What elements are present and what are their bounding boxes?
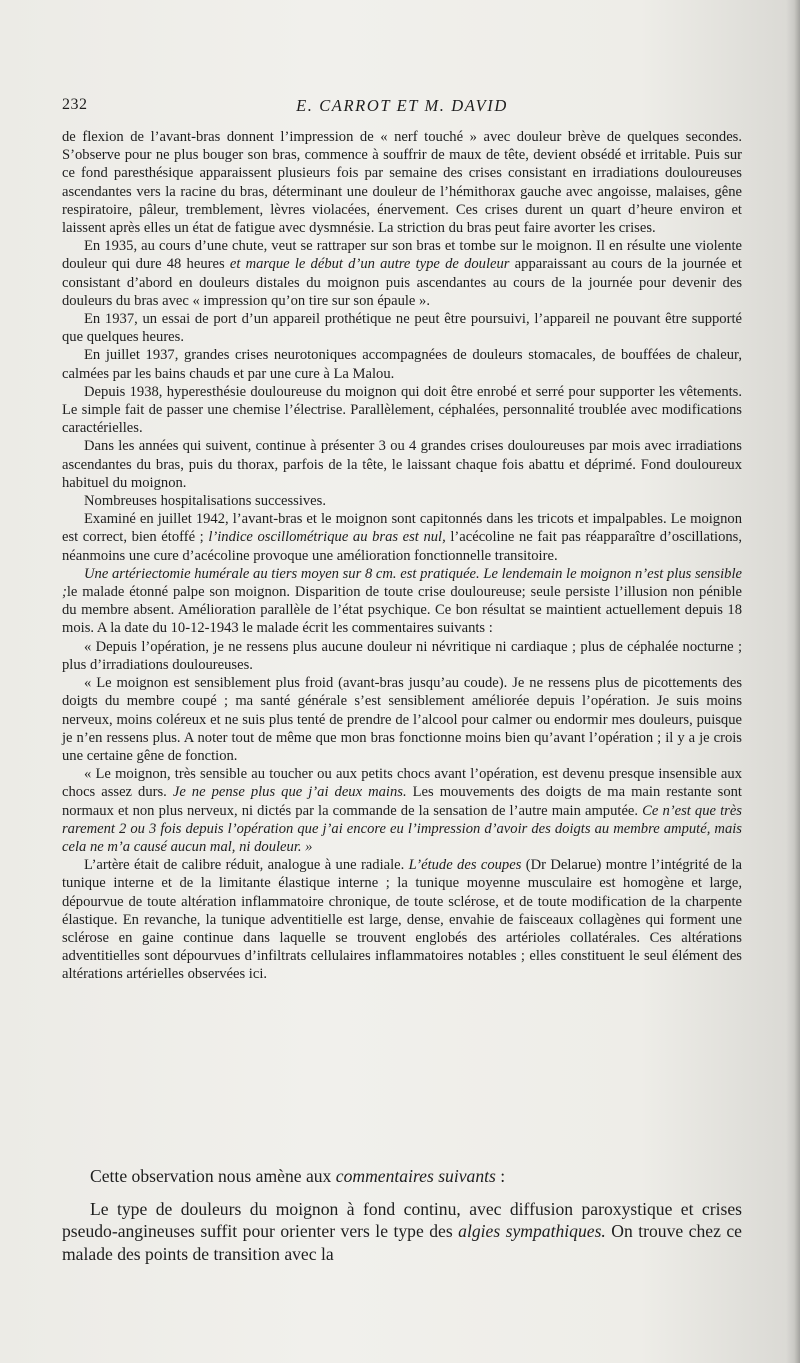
paragraph-1937-juillet: En juillet 1937, grandes crises neurotoniques accompagnées de douleurs stomacales, de bouffées de chaleur, calmées par les bains chauds et par une cure à La Malou. xyxy=(62,347,742,382)
quote-depuis: « Depuis l’opération, je ne ressens plus aucune douleur ni névritique ni cardiaque ; plus de céphalée nocturne ; plus d’irradiations douloureuses. xyxy=(62,638,742,673)
quote-mouvements-text: Les mouvements des doigts de ma main restante sont normaux et non plus nerveux, ni dictés par la commande de la sensation de l’autre main amputée. xyxy=(62,784,742,819)
examen-text-end: l’acécoline ne fait pas réapparaître d’oscillations, néanmoins une cure d’acécoline provoque une amélioration fonctionnelle transitoire. xyxy=(62,529,742,564)
paragraph-1935-text: En 1935, au cours d’une chute, veut se rattraper sur son bras et tombe sur le moignon. Il en résulte une violente douleur qui dure 48 heures xyxy=(62,238,742,273)
page-header xyxy=(62,96,742,118)
page-number: 232 xyxy=(62,96,88,113)
quote-moignon-froid: « Le moignon est sensiblement plus froid (avant-bras jusqu’au coude). Je ne ressens plus de picottements des doigts du membre coupé ; ma santé générale s’est sensiblement améliorée depuis l’opération. Je suis moins nerveux, moins coléreux et ne suis plus tenté de prendre de l’alcool pour calmer ou endormir mes douleurs, puisque je n’en ressens plus. A noter tout de même que mon bras fonctionne moins bien qu’avant l’opération ; il y a je crois une certaine gêne de fonction. xyxy=(62,675,742,764)
quote-deux-mains-italic: Je ne pense plus que j’ai deux mains. xyxy=(172,784,407,801)
etude-coupes-italic: L’étude des coupes xyxy=(408,857,522,874)
conclusion-intro xyxy=(62,1165,742,1188)
paragraph-annees: Dans les années qui suivent, continue à présenter 3 ou 4 grandes crises douloureuses par mois avec irradiations ascendantes du bras, puis du thorax, parfois de la tête, le laissant chaque fois abattu et déprimé. Fond douloureux habituel du moignon. xyxy=(62,438,742,491)
arteriectomie-italic: Une artériectomie humérale au tiers moyen sur 8 cm. est pratiquée. Le lendemain le moignon n’est plus sensible ; xyxy=(62,565,742,601)
paragraph-crises: de flexion de l’avant-bras donnent l’impression de « nerf touché » avec douleur brève de quelques secondes. S’observe pour ne plus bouger son bras, commence à souffrir de maux de tête, devient obsédé et irritable. Puis sur ce fond paresthésique apparaissent plusieurs fois par semaine des crises consistant en irradiations douloureuses ascendantes vers la racine du bras, déterminant une douleur de l’hémithorax gauche avec angoisse, malaises, gêne respiratoire, pâleur, tremblement, lèvres violacées, énervement. Ces crises durent un quart d’heure environ et laissent après elles un état de fatigue avec dysmnésie. La striction du bras peut faire avorter les crises. xyxy=(62,129,742,237)
examen-italic: l’indice oscillométrique au bras est nul, xyxy=(208,529,446,546)
body-text xyxy=(62,128,742,984)
paragraph-1935 xyxy=(62,237,742,310)
page-edge-shadow xyxy=(786,0,800,1363)
quote-sensible-text: « Le moignon, très sensible au toucher ou aux petits chocs avant l’opération, est devenu presque insensible aux chocs assez durs. xyxy=(62,766,742,801)
quote-moignon-sensible xyxy=(62,765,742,856)
paragraph-1938: Depuis 1938, hyperesthésie douloureuse du moignon qui doit être enrobé et serré pour supporter les vêtements. Le simple fait de passer une chemise l’électrise. Parallèlement, céphalées, personnalité troublée avec modifications caractérielles. xyxy=(62,383,742,437)
paragraph-arteriectomie xyxy=(62,565,742,638)
paragraph-examen-1942 xyxy=(62,510,742,565)
conclusion-intro-italic: commentaires suivants xyxy=(335,1166,496,1186)
conclusion-section xyxy=(62,1165,742,1271)
paragraph-1935-italic: et marque le début d’un autre type de douleur xyxy=(229,256,510,273)
conclusion-intro-colon: : xyxy=(500,1166,506,1186)
conclusion-intro-text: Cette observation nous amène aux xyxy=(90,1166,332,1186)
quote-rarement-italic: Ce n’est que très rarement 2 ou 3 fois depuis l’opération que j’ai encore eu l’impression d’avoir des doigts au membre amputé, mais cela ne m’a causé aucun mal, ni douleur. » xyxy=(62,802,742,855)
artere-text: L’artère était de calibre réduit, analogue à une radiale. xyxy=(84,857,405,874)
paragraph-1935-text-end: apparaissant au cours de la journée et consistant d’abord en douleurs distales du moignon puis ascendantes au cours de la journée pour devenir des douleurs du bras avec « impression qu’on tire sur son épaule ». xyxy=(62,256,742,309)
examen-text: Examiné en juillet 1942, l’avant-bras et le moignon sont capitonnés dans les tricots et impalpables. Le moignon est correct, bien étoffé ; xyxy=(62,511,742,546)
paragraph-artere xyxy=(62,856,742,983)
paragraph-1937-prothese: En 1937, un essai de port d’un appareil prothétique ne peut être poursuivi, l’appareil ne pouvant être supporté que quelques heures. xyxy=(62,311,742,346)
paragraph-hospitalisations: Nombreuses hospitalisations successives. xyxy=(84,493,326,510)
conclusion-text-end: On trouve chez ce malade des points de transition avec la xyxy=(62,1221,742,1264)
conclusion-paragraph xyxy=(62,1198,742,1266)
running-title: E. CARROT ET M. DAVID xyxy=(296,96,508,115)
arteriectomie-text: le malade étonné palpe son moignon. Disparition de toute crise douloureuse; seule persiste l’illusion non pénible du membre absent. Amélioration parallèle de l’état psychique. Ce bon résultat se maintient actuellement depuis 18 mois. A la date du 10-12-1943 le malade écrit les commentaires suivants : xyxy=(62,584,742,637)
conclusion-italic: algies sympathiques. xyxy=(458,1221,606,1241)
artere-text-end: (Dr Delarue) montre l’intégrité de la tunique interne et de la limitante élastique interne ; la tunique moyenne musculaire est homogène et large, dépourvue de toute altération inflammatoire chronique, de toute sclérose, et de toute modification de la charpente élastique. En revanche, la tunique adventitielle est large, dense, envahie de faisceaux collagènes qui forment une sclérose en gaine continue dans laquelle se trouvent englobés des artérioles collatérales. Ces altérations adventitielles sont dépourvues d’infiltrats cellulaires inflammatoires notables ; elles constituent le seul élément des altérations artérielles observées ici. xyxy=(62,857,742,983)
conclusion-text: Le type de douleurs du moignon à fond continu, avec diffusion paroxystique et crises pseudo-angineuses suffit pour orienter vers le type des xyxy=(62,1198,742,1241)
